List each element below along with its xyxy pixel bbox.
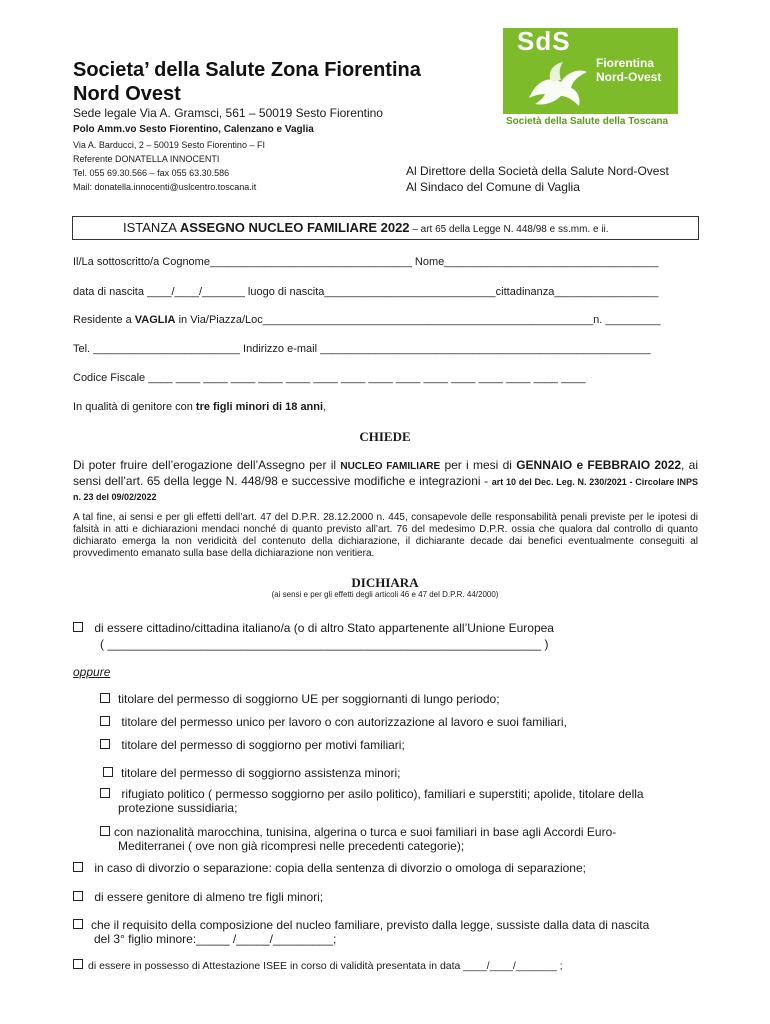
checkbox[interactable]	[100, 826, 110, 836]
chiede-heading: CHIEDE	[359, 429, 411, 444]
responsibility-paragraph: A tal fine, ai sensi e per gli effetti dell’art. 47 del D.P.R. 28.12.2000 n. 445, consapevole delle responsabilità penali previste per le ipotesi di falsità in atti e dichiarazioni mendaci nonché di quanto previsto all’art. 76 del medesimo D.P.R. ossia che qualora dal controllo di quanto dichiarato emerga la non veridicità del contenuto della dichiarazione, il dichiarante decade dai benefici eventualmente conseguiti al provvedimento emanato sulla base della dichiarazione non veritiera.	[73, 512, 698, 559]
checkbox-item-citizenship[interactable]: di essere cittadino/cittadina italiano/a (o di altro Stato appartenente all’Unione Europea	[73, 621, 554, 635]
office-address: Via A. Barducci, 2 – 50019 Sesto Fiorentino – FI	[73, 140, 265, 150]
checkbox[interactable]	[103, 767, 113, 777]
org-title: Societa’ della Salute Zona Fiorentina Nord Ovest	[73, 59, 421, 105]
logo-caption: Società della Salute della Toscana	[506, 116, 669, 127]
addressee-mayor: Al Sindaco del Comune di Vaglia	[406, 180, 580, 194]
checkbox[interactable]	[73, 622, 83, 632]
polo-amministrativo: Polo Amm.vo Sesto Fiorentino, Calenzano e Vaglia	[73, 124, 314, 135]
contact-mail: Mail: donatella.innocenti@uslcentro.toscana.it	[73, 182, 257, 192]
referente: Referente DONATELLA INNOCENTI	[73, 154, 220, 164]
title-box	[72, 216, 699, 240]
checkbox[interactable]	[100, 788, 110, 798]
oppure-label: oppure	[73, 665, 111, 679]
refugee-continuation: protezione sussidiaria;	[118, 801, 238, 815]
parent-statement: In qualità di genitore con tre figli minori di 18 anni,	[73, 401, 327, 413]
checkbox[interactable]	[73, 959, 83, 969]
checkbox-item-family-permit[interactable]: titolare del permesso di soggiorno per motivi familiari;	[100, 738, 405, 752]
checkbox[interactable]	[100, 739, 110, 749]
checkbox-item-refugee[interactable]: rifugiato politico ( permesso soggiorno per asilo politico), familiari e superstiti; apolide, titolare della	[100, 787, 644, 801]
checkbox-item-minors-permit[interactable]: titolare del permesso di soggiorno assistenza minori;	[103, 766, 400, 780]
dichiara-subheading: (ai sensi e per gli effetti degli articoli 46 e 47 del D.P.R. 44/2000)	[271, 590, 499, 599]
checkbox[interactable]	[73, 919, 83, 929]
logo-sds-text: SdS	[517, 26, 571, 56]
field-name[interactable]: Il/La sottoscritto/a Cognome_________________________________ Nome___________________________________	[73, 256, 659, 268]
contact-phone: Tel. 055 69.30.566 – fax 055 63.30.586	[73, 168, 230, 178]
checkbox-item-three-children[interactable]: di essere genitore di almeno tre figli minori;	[73, 890, 323, 904]
checkbox-item-isee[interactable]: di essere in possesso di Attestazione ISEE in corso di validità presentata in data ____/____/_______ ;	[73, 959, 563, 972]
checkbox-item-ue-permit[interactable]: titolare del permesso di soggiorno UE per soggiornanti di lungo periodo;	[100, 692, 500, 706]
title-text: ISTANZA ASSEGNO NUCLEO FAMILIARE 2022 – art 65 della Legge N. 448/98 e ss.mm. e ii.	[123, 220, 609, 235]
addressee-director: Al Direttore della Società della Salute Nord-Ovest	[406, 164, 669, 178]
checkbox[interactable]	[73, 891, 83, 901]
third-child-date[interactable]: del 3° figlio minore:_____ /_____/_________;	[94, 932, 337, 946]
checkbox-item-single-permit[interactable]: titolare del permesso unico per lavoro o con autorizzazione al lavoro e suoi familiari,	[100, 715, 567, 729]
euromed-continuation: Mediterranei ( ove non già ricompresi nelle precedenti categorie);	[118, 839, 465, 853]
dichiara-heading: DICHIARA	[351, 575, 419, 590]
checkbox-item-household[interactable]: che il requisito della composizione del nucleo familiare, previsto dalla legge, sussiste dalla data di nascita	[73, 918, 649, 932]
pegasus-icon	[521, 58, 591, 110]
field-birth[interactable]: data di nascita ____/____/_______ luogo di nascita____________________________cittadinanza_________________	[73, 286, 659, 298]
checkbox[interactable]	[73, 862, 83, 872]
checkbox-item-divorce[interactable]: in caso di divorzio o separazione: copia della sentenza di divorzio o omologa di separazione;	[73, 861, 586, 875]
field-fiscal-code[interactable]: Codice Fiscale ____ ____ ____ ____ ____ ____ ____ ____ ____ ____ ____ ____ ____ ____ ____ ____	[73, 372, 586, 384]
citizenship-blank[interactable]: ( _________________________________________________________________ )	[100, 637, 549, 651]
sds-logo	[503, 28, 678, 114]
logo-side-text: Fiorentina Nord-Ovest	[596, 56, 662, 84]
field-contacts[interactable]: Tel. ________________________ Indirizzo e-mail ______________________________________________________	[73, 343, 651, 355]
checkbox[interactable]	[100, 693, 110, 703]
checkbox[interactable]	[100, 716, 110, 726]
legal-address: Sede legale Via A. Gramsci, 561 – 50019 Sesto Fiorentino	[73, 106, 383, 120]
chiede-paragraph: Di poter fruire dell’erogazione dell’Assegno per il NUCLEO FAMILIARE per i mesi di GENNAIO e FEBBRAIO 2022, ai sensi dell’art. 65 della legge N. 448/98 e successive modifiche e integrazioni - art 10 del Dec. Leg. N. 230/2021 - Circolare INPS n. 23 del 09/02/2022	[73, 458, 698, 502]
checkbox-item-euromed[interactable]: con nazionalità marocchina, tunisina, algerina o turca e suoi familiari in base agli Accordi Euro-	[100, 825, 616, 839]
field-residence[interactable]: Residente a VAGLIA in Via/Piazza/Loc______________________________________________________n. _________	[73, 314, 661, 326]
